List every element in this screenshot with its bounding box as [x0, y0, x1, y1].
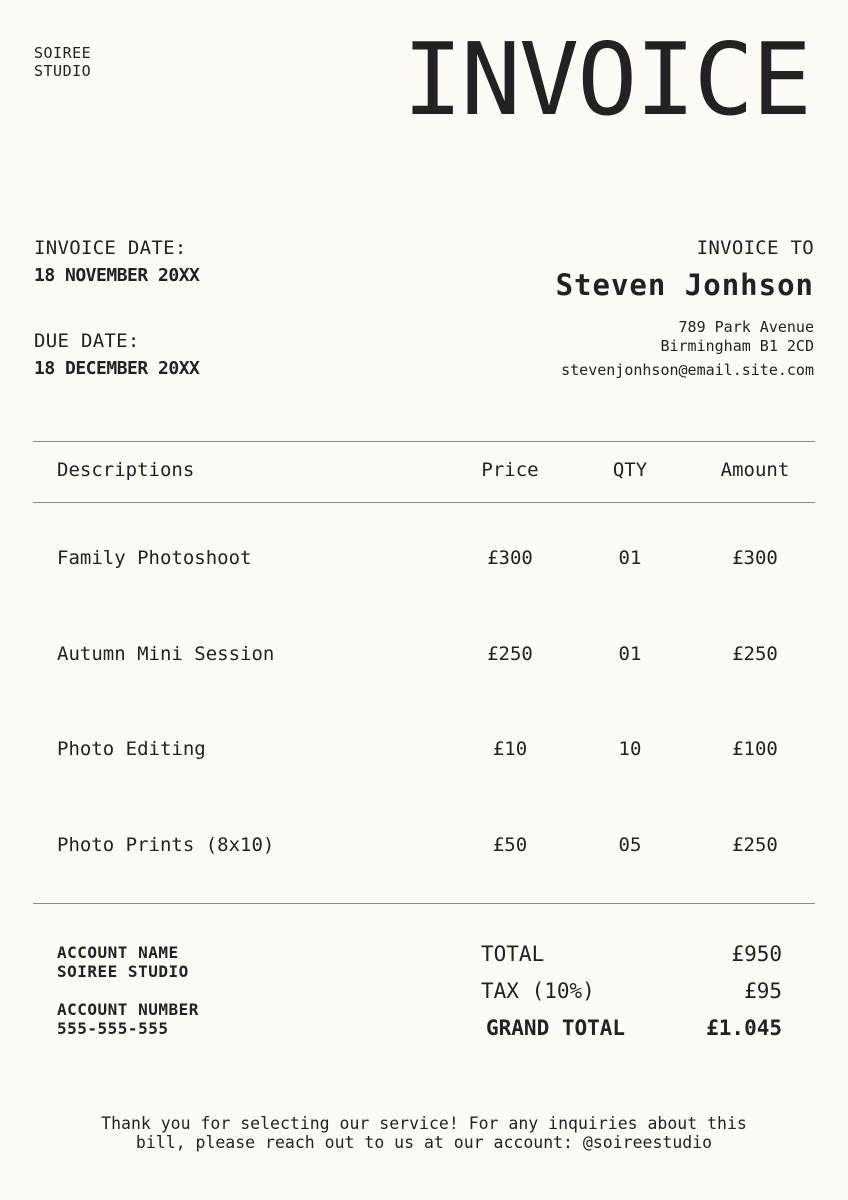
header-price: Price [481, 459, 539, 481]
total-value: £950 [731, 942, 782, 966]
account-name-value: SOIREE STUDIO [57, 962, 189, 981]
client-name: Steven Jonhson [555, 268, 814, 302]
invoice-date-value: 18 NOVEMBER 20XX [34, 265, 200, 286]
row-price: £10 [492, 738, 528, 760]
company-name [34, 44, 91, 80]
row-description: Autumn Mini Session [57, 643, 275, 665]
document-title: INVOICE [402, 21, 810, 138]
row-qty: 01 [618, 643, 642, 665]
row-amount: £300 [732, 547, 778, 569]
invoice-date-label: INVOICE DATE: [34, 237, 187, 259]
company-name-line1: SOIREE [34, 44, 92, 62]
due-date-label: DUE DATE: [34, 330, 140, 352]
client-address-line1: 789 Park Avenue [678, 318, 814, 336]
grand-total-label: GRAND TOTAL [486, 1016, 626, 1040]
account-number-value: 555-555-555 [57, 1019, 169, 1038]
total-label: TOTAL [481, 942, 545, 966]
footer-note [0, 1114, 848, 1152]
grand-total-value: £1.045 [706, 1016, 782, 1040]
company-name-line2: STUDIO [34, 62, 92, 80]
header-qty: QTY [612, 459, 648, 481]
row-description: Family Photoshoot [57, 547, 252, 569]
client-address-line2: Birmingham B1 2CD [660, 337, 814, 355]
row-qty: 01 [618, 547, 642, 569]
row-amount: £250 [732, 643, 778, 665]
row-amount: £100 [732, 738, 778, 760]
table-header-divider [33, 502, 815, 503]
table-bottom-divider [33, 903, 815, 904]
row-qty: 05 [618, 834, 642, 856]
footer-line1: Thank you for selecting our service! For any inquiries about this [101, 1114, 747, 1133]
header-amount: Amount [720, 459, 790, 481]
row-amount: £250 [732, 834, 778, 856]
table-top-divider [33, 441, 815, 442]
row-description: Photo Editing [57, 738, 206, 760]
row-price: £50 [492, 834, 528, 856]
tax-value: £95 [744, 979, 782, 1003]
account-name-label: ACCOUNT NAME [57, 943, 179, 962]
row-description: Photo Prints (8x10) [57, 834, 275, 856]
header-descriptions: Descriptions [57, 459, 195, 481]
footer-line2: bill, please reach out to us at our account: @soireestudio [135, 1133, 713, 1152]
client-email: stevenjonhson@email.site.com [561, 361, 814, 379]
tax-label: TAX (10%) [481, 979, 595, 1003]
account-number-label: ACCOUNT NUMBER [57, 1000, 199, 1019]
due-date-value: 18 DECEMBER 20XX [34, 358, 200, 379]
row-price: £300 [487, 547, 533, 569]
row-qty: 10 [618, 738, 642, 760]
invoice-to-label: INVOICE TO [696, 237, 814, 259]
row-price: £250 [487, 643, 533, 665]
